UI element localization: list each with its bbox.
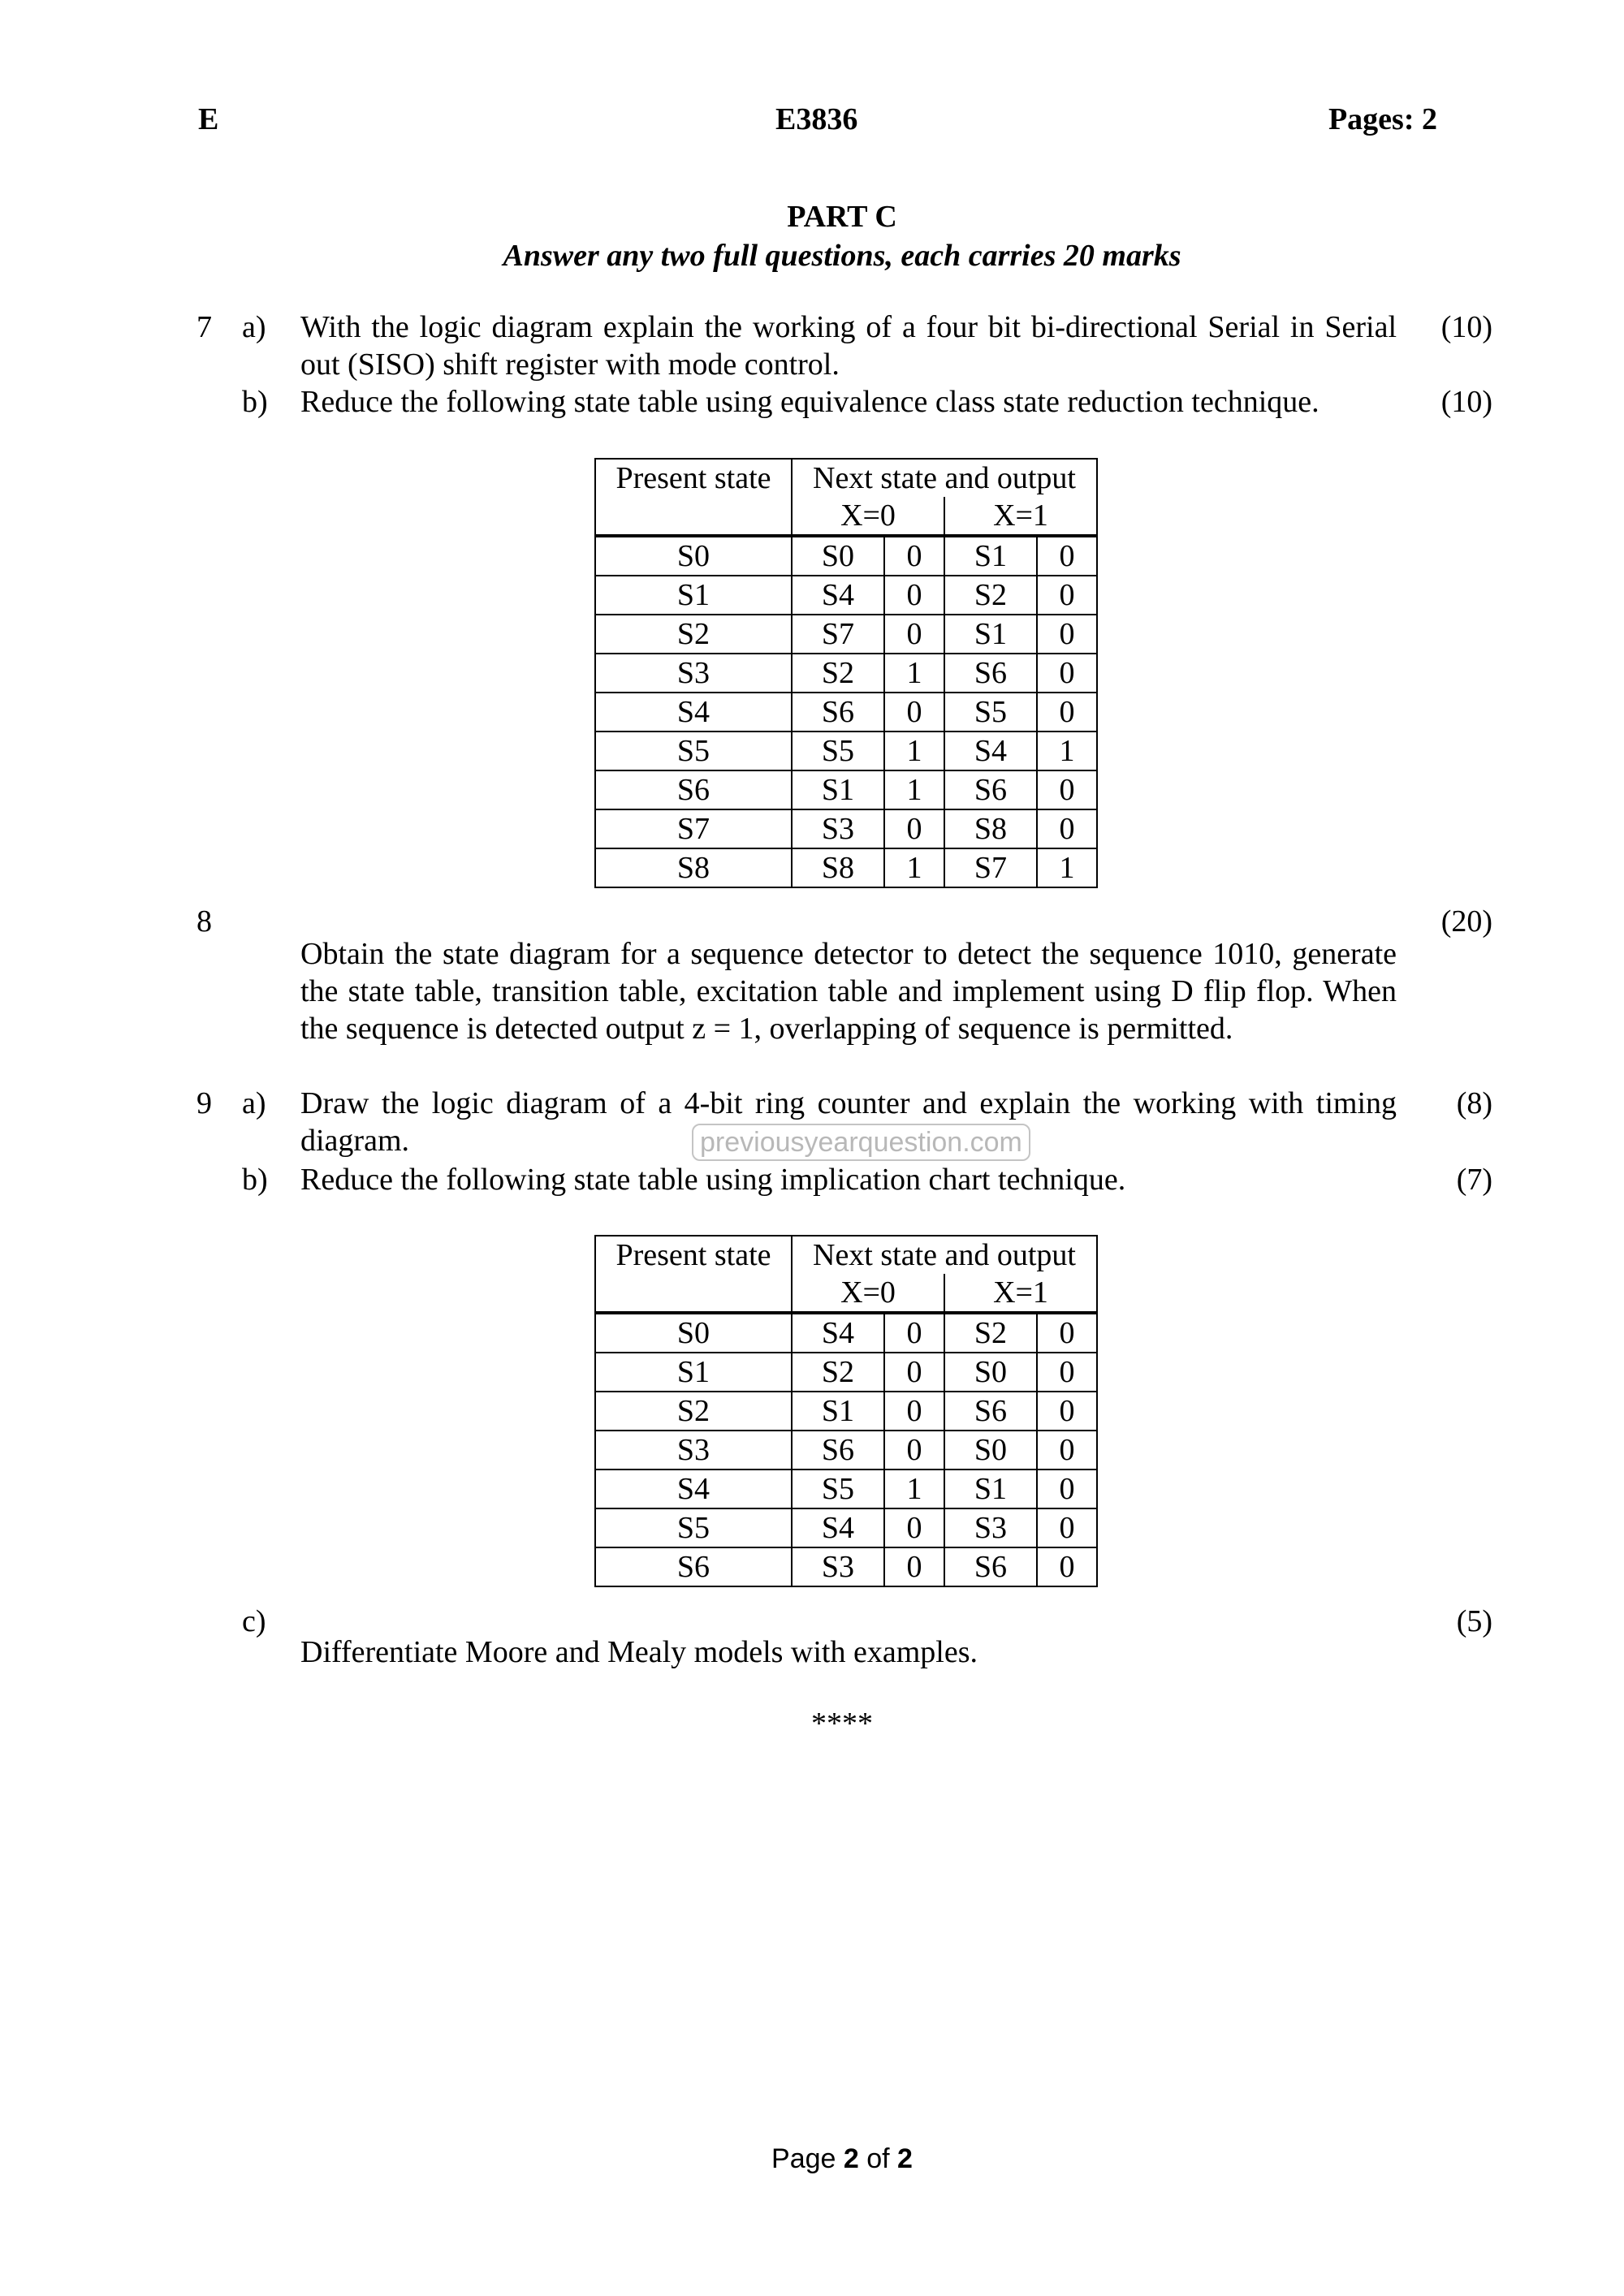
question-7b-text: Reduce the following state table using equivalence class state reduction technique.	[300, 385, 1320, 419]
footer-current-page: 2	[843, 2143, 859, 2174]
next-state-x0-cell: S5	[792, 732, 884, 770]
table-row	[595, 1353, 1097, 1392]
present-state-cell: S2	[595, 615, 792, 654]
question-9c-text: Differentiate Moore and Mealy models with examples.	[300, 1635, 978, 1669]
output-x1-cell: 0	[1037, 1392, 1097, 1431]
x0-header: X=0	[792, 497, 944, 536]
question-9b-text: Reduce the following state table using implication chart technique.	[300, 1163, 1126, 1197]
next-state-x0-cell: S3	[792, 809, 884, 848]
next-state-x1-cell: S3	[944, 1508, 1037, 1547]
output-x0-cell: 0	[884, 693, 944, 732]
question-8-number: 8	[197, 904, 212, 939]
footer-middle: of	[858, 2143, 898, 2174]
part-instruction: Answer any two full questions, each carries 20 marks	[503, 239, 1181, 273]
watermark-logo: previousyearquestion.com	[692, 1124, 1030, 1161]
present-state-cell: S6	[595, 1547, 792, 1586]
next-state-x0-cell: S8	[792, 848, 884, 887]
output-x0-cell: 1	[884, 654, 944, 693]
output-x0-cell: 0	[884, 1353, 944, 1392]
present-state-cell: S6	[595, 770, 792, 809]
next-state-x0-cell: S2	[792, 1353, 884, 1392]
output-x1-cell: 0	[1037, 1353, 1097, 1392]
table-row	[595, 1392, 1097, 1431]
footer-prefix: Page	[771, 2143, 844, 2174]
x1-header: X=1	[944, 497, 1097, 536]
next-state-x1-cell: S2	[944, 576, 1037, 615]
x1-header: X=1	[944, 1274, 1097, 1313]
page-footer	[0, 2140, 1624, 2177]
next-state-header: Next state and output	[792, 459, 1097, 497]
output-x1-cell: 0	[1037, 1431, 1097, 1470]
output-x0-cell: 0	[884, 809, 944, 848]
next-state-x1-cell: S4	[944, 732, 1037, 770]
next-state-x0-cell: S4	[792, 1508, 884, 1547]
output-x1-cell: 0	[1037, 1313, 1097, 1353]
table-row	[595, 615, 1097, 654]
next-state-x1-cell: S7	[944, 848, 1037, 887]
output-x1-cell: 0	[1037, 1508, 1097, 1547]
next-state-x1-cell: S6	[944, 1547, 1037, 1586]
question-9a-text: Draw the logic diagram of a 4-bit ring counter and explain the working with timing diagram.	[300, 1086, 1397, 1158]
next-state-x1-cell: S8	[944, 809, 1037, 848]
question-7a-label: a)	[242, 310, 266, 344]
output-x1-cell: 0	[1037, 654, 1097, 693]
next-state-x0-cell: S5	[792, 1470, 884, 1508]
next-state-x0-cell: S1	[792, 1392, 884, 1431]
output-x0-cell: 1	[884, 1470, 944, 1508]
output-x0-cell: 0	[884, 1313, 944, 1353]
present-state-header-blank	[595, 1274, 792, 1313]
table-row	[595, 1508, 1097, 1547]
output-x1-cell: 0	[1037, 770, 1097, 809]
question-9c-label: c)	[242, 1604, 266, 1638]
next-state-x0-cell: S4	[792, 576, 884, 615]
next-state-x1-cell: S1	[944, 1470, 1037, 1508]
present-state-cell: S4	[595, 693, 792, 732]
question-9a-marks: (8)	[1456, 1086, 1492, 1120]
table-row	[595, 1470, 1097, 1508]
next-state-x1-cell: S2	[944, 1313, 1037, 1353]
part-title: PART C	[787, 200, 897, 234]
output-x1-cell: 1	[1037, 848, 1097, 887]
page-count: Pages: 2	[1328, 102, 1437, 136]
output-x1-cell: 0	[1037, 809, 1097, 848]
question-9c-marks: (5)	[1456, 1604, 1492, 1638]
question-7b-label: b)	[242, 385, 268, 419]
present-state-cell: S3	[595, 654, 792, 693]
next-state-x0-cell: S2	[792, 654, 884, 693]
output-x0-cell: 0	[884, 615, 944, 654]
next-state-x1-cell: S5	[944, 693, 1037, 732]
header-code-left: E	[198, 102, 219, 136]
state-table-1	[594, 458, 1098, 888]
next-state-header: Next state and output	[792, 1236, 1097, 1274]
table-row	[595, 809, 1097, 848]
x0-header: X=0	[792, 1274, 944, 1313]
question-8-marks: (20)	[1440, 904, 1492, 939]
output-x1-cell: 0	[1037, 693, 1097, 732]
table-row	[595, 770, 1097, 809]
state-table-2-body	[595, 1313, 1097, 1586]
question-7a-text: With the logic diagram explain the working of a four bit bi-directional Serial in Serial out (SISO) shift register with mode control.	[300, 310, 1397, 382]
present-state-header: Present state	[595, 459, 792, 497]
output-x1-cell: 0	[1037, 615, 1097, 654]
present-state-cell: S5	[595, 1508, 792, 1547]
present-state-cell: S0	[595, 536, 792, 576]
state-table-2	[594, 1235, 1098, 1587]
exam-code: E3836	[775, 102, 858, 136]
output-x0-cell: 1	[884, 848, 944, 887]
next-state-x1-cell: S6	[944, 770, 1037, 809]
output-x1-cell: 1	[1037, 732, 1097, 770]
present-state-cell: S1	[595, 576, 792, 615]
present-state-cell: S1	[595, 1353, 792, 1392]
next-state-x0-cell: S6	[792, 1431, 884, 1470]
present-state-header-blank	[595, 497, 792, 536]
question-9b-label: b)	[242, 1163, 268, 1197]
state-table-1-body	[595, 536, 1097, 887]
table-row	[595, 1313, 1097, 1353]
output-x0-cell: 1	[884, 770, 944, 809]
output-x0-cell: 0	[884, 1392, 944, 1431]
next-state-x0-cell: S6	[792, 693, 884, 732]
present-state-cell: S3	[595, 1431, 792, 1470]
output-x0-cell: 0	[884, 1508, 944, 1547]
output-x1-cell: 0	[1037, 1547, 1097, 1586]
table-row	[595, 732, 1097, 770]
output-x0-cell: 1	[884, 732, 944, 770]
table-row	[595, 654, 1097, 693]
next-state-x0-cell: S3	[792, 1547, 884, 1586]
table-row	[595, 536, 1097, 576]
output-x0-cell: 0	[884, 1431, 944, 1470]
output-x0-cell: 0	[884, 536, 944, 576]
footer-total-pages: 2	[897, 2143, 913, 2174]
present-state-cell: S0	[595, 1313, 792, 1353]
output-x1-cell: 0	[1037, 1470, 1097, 1508]
output-x1-cell: 0	[1037, 536, 1097, 576]
present-state-header: Present state	[595, 1236, 792, 1274]
present-state-cell: S2	[595, 1392, 792, 1431]
state-table-1-head	[595, 459, 1097, 536]
next-state-x1-cell: S0	[944, 1431, 1037, 1470]
end-mark: ****	[811, 1707, 873, 1741]
table-row	[595, 1431, 1097, 1470]
table-row	[595, 693, 1097, 732]
output-x0-cell: 0	[884, 576, 944, 615]
table-row	[595, 848, 1097, 887]
output-x1-cell: 0	[1037, 576, 1097, 615]
present-state-cell: S8	[595, 848, 792, 887]
question-7a-marks: (10)	[1440, 310, 1492, 344]
next-state-x1-cell: S6	[944, 654, 1037, 693]
next-state-x0-cell: S1	[792, 770, 884, 809]
table-row	[595, 1547, 1097, 1586]
question-8-text: Obtain the state diagram for a sequence detector to detect the sequence 1010, generate the state table, transition table, excitation table and implement using D flip flop. When the sequence is detected output z = 1, overlapping of sequence is permitted.	[300, 937, 1397, 1046]
next-state-x1-cell: S6	[944, 1392, 1037, 1431]
next-state-x0-cell: S0	[792, 536, 884, 576]
question-9a-label: a)	[242, 1086, 266, 1120]
present-state-cell: S7	[595, 809, 792, 848]
table-row	[595, 576, 1097, 615]
next-state-x1-cell: S1	[944, 536, 1037, 576]
next-state-x1-cell: S1	[944, 615, 1037, 654]
next-state-x1-cell: S0	[944, 1353, 1037, 1392]
question-9-number: 9	[197, 1086, 212, 1120]
question-9b-marks: (7)	[1456, 1163, 1492, 1197]
next-state-x0-cell: S7	[792, 615, 884, 654]
present-state-cell: S5	[595, 732, 792, 770]
state-table-2-head	[595, 1236, 1097, 1313]
question-7-number: 7	[197, 310, 212, 344]
present-state-cell: S4	[595, 1470, 792, 1508]
next-state-x0-cell: S4	[792, 1313, 884, 1353]
output-x0-cell: 0	[884, 1547, 944, 1586]
question-7b-marks: (10)	[1440, 385, 1492, 419]
